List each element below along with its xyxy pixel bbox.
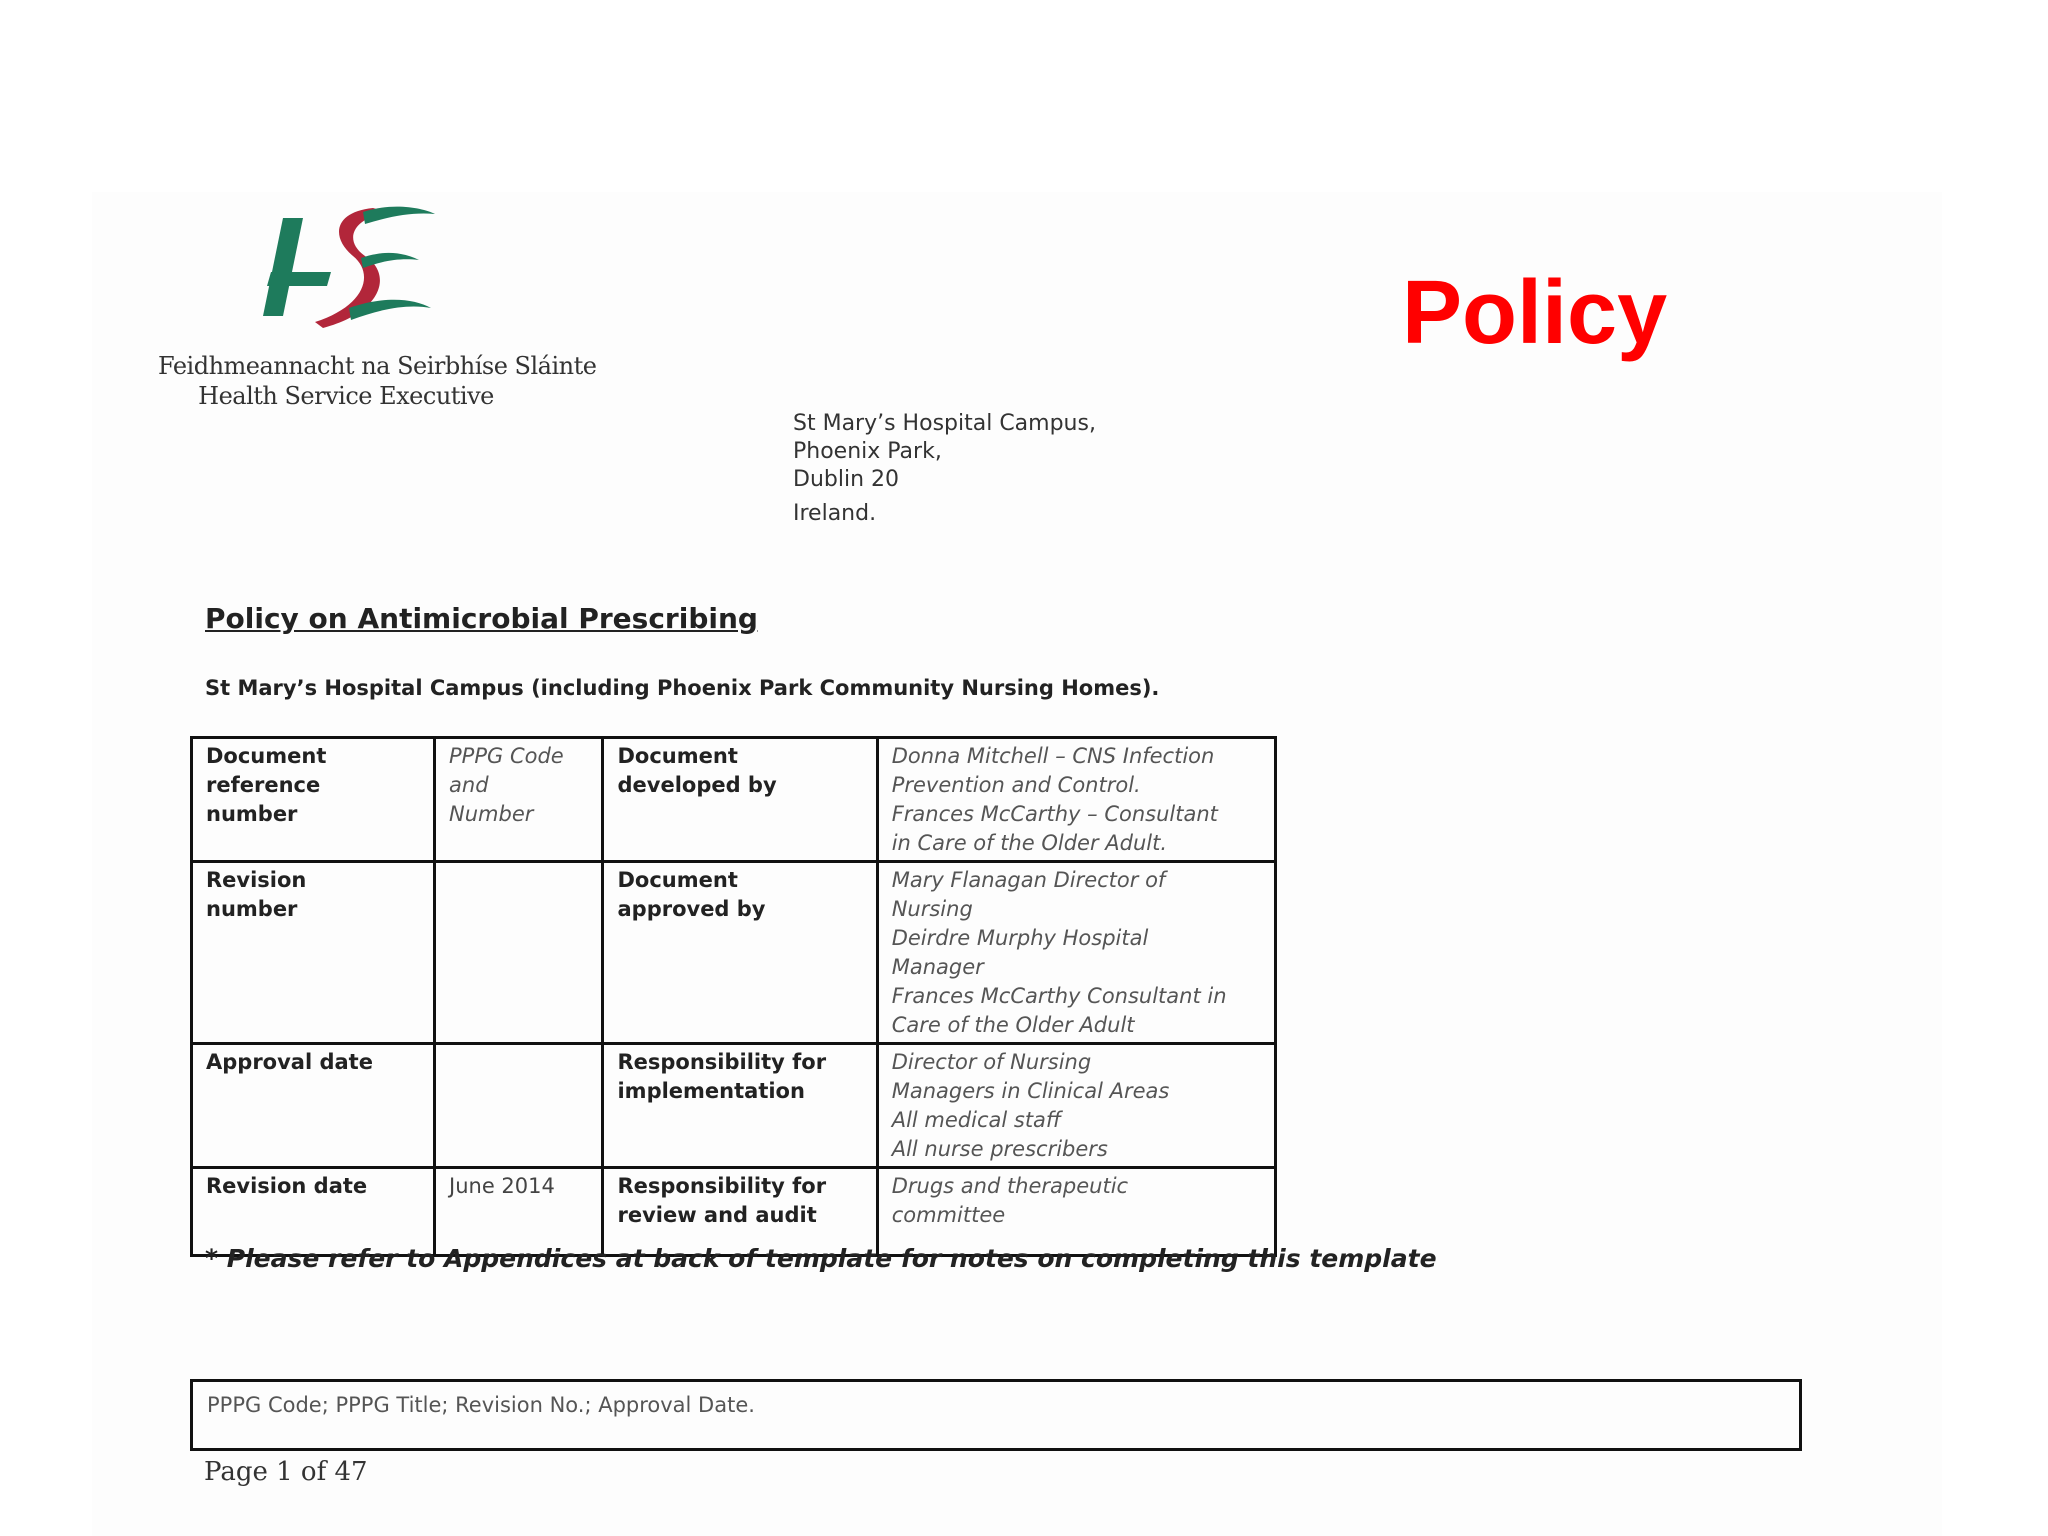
table-cell-label: Responsibility for implementation xyxy=(603,1044,877,1168)
document-info-table xyxy=(190,736,1277,1257)
document-title: Policy on Antimicrobial Prescribing xyxy=(205,602,758,635)
table-cell-label: Responsibility for review and audit xyxy=(603,1168,877,1256)
table-cell-label: Document reference number xyxy=(192,738,435,862)
logo-text-english: Health Service Executive xyxy=(198,382,494,410)
address-line: Dublin 20 xyxy=(793,467,900,492)
template-note: * Please refer to Appendices at back of template for notes on completing this template xyxy=(205,1244,1437,1273)
table-cell-value: June 2014 xyxy=(435,1168,603,1256)
table-cell-value: Drugs and therapeutic committee xyxy=(877,1168,1275,1256)
table-cell-label: Approval date xyxy=(192,1044,435,1168)
table-row xyxy=(192,1168,1276,1256)
document-subtitle: St Mary’s Hospital Campus (including Phoenix Park Community Nursing Homes). xyxy=(205,676,1160,700)
hse-logo xyxy=(158,198,597,420)
logo-text-irish: Feidhmeannacht na Seirbhíse Sláinte xyxy=(158,352,597,380)
table-cell-value xyxy=(435,1044,603,1168)
policy-heading: Policy xyxy=(1402,263,1668,363)
page-number: Page 1 of 47 xyxy=(204,1457,368,1487)
table-cell-value: Mary Flanagan Director of Nursing Deirdre Murphy Hospital Manager Frances McCarthy Consultant in Care of the Older Adult xyxy=(877,862,1275,1044)
table-cell-value: PPPG Code and Number xyxy=(435,738,603,862)
address-line: Ireland. xyxy=(793,501,877,526)
footer-text: PPPG Code; PPPG Title; Revision No.; Approval Date. xyxy=(207,1393,755,1417)
table-cell-label: Document approved by xyxy=(603,862,877,1044)
table-cell-value xyxy=(435,862,603,1044)
table-cell-value: Donna Mitchell – CNS Infection Prevention and Control. Frances McCarthy – Consultant in Care of the Older Adult. xyxy=(877,738,1275,862)
footer-box xyxy=(190,1379,1802,1451)
hse-logo-icon xyxy=(253,198,443,338)
table-row xyxy=(192,1044,1276,1168)
table-cell-label: Revision number xyxy=(192,862,435,1044)
address-block xyxy=(793,410,1096,528)
table-cell-value: Director of Nursing Managers in Clinical Areas All medical staff All nurse prescribers xyxy=(877,1044,1275,1168)
address-line: Phoenix Park, xyxy=(793,439,942,464)
table-row xyxy=(192,738,1276,862)
table-cell-label: Revision date xyxy=(192,1168,435,1256)
table-cell-label: Document developed by xyxy=(603,738,877,862)
table-row xyxy=(192,862,1276,1044)
address-line: St Mary’s Hospital Campus, xyxy=(793,411,1096,436)
